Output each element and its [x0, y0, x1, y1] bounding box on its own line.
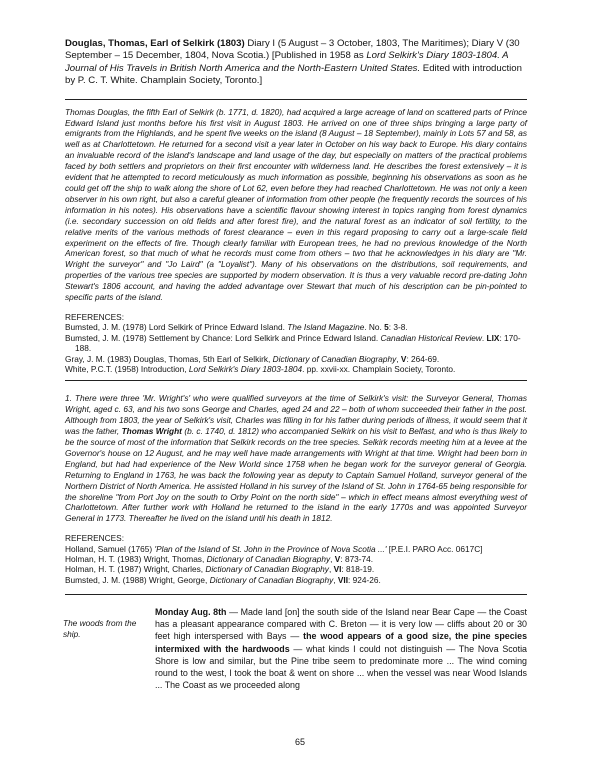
diary-date: Monday Aug. 8th: [155, 607, 227, 618]
entry-heading-text-1: Diary I (5 August – 3 October, 1803, The Maritimes); Diary V (30 September – 15 December, 1804, Nova Scotia.) [Published in 1958 as: [65, 38, 520, 62]
reference-item: Holman, H. T. (1983) Wright, Thomas, Dictionary of Canadian Biography, V: 873-74.: [65, 554, 374, 565]
section-divider: [65, 380, 527, 381]
section-divider: [65, 594, 527, 595]
diary-excerpt: [65, 606, 527, 691]
references-list: [65, 322, 527, 374]
document-page: [65, 38, 527, 700]
reference-item: Bumsted, J. M. (1988) Wright, George, Dictionary of Canadian Biography, VII: 924-26.: [65, 574, 381, 585]
reference-item: Bumsted, J. M. (1978) Lord Selkirk of Prince Edward Island. The Island Magazine. No. 5: 3-8.: [65, 322, 408, 333]
reference-item: Holman, H. T. (1987) Wright, Charles, Dictionary of Canadian Biography, VI: 818-19.: [65, 564, 375, 575]
footnote-paragraph: 1. There were three 'Mr. Wright's' who were qualified surveyors at the time of Selkirk's visit: the Surveyor General, Thomas Wright, aged c. 63, and his two sons George and Charles, aged 24 and 22 – both of whom succeeded their father in the post. Although from 1803, the year of Selkirk's visit, Charles was filling in for his father during periods of illness, it would seem that it was the father, Thomas Wright (b. c. 1740, d. 1812) who accompanied Selkirk on his visit to Belfast, and who is thus likely to be the source of most of the information that Selkirk records on the tree species. Selkirk records meeting him at a levee at the Governor's house on 12 August, and he may well have made arrangements with Wright at that time. Wright had been born in England, but had had experience of the New World since 1758 when he began work for the surveyor general of Georgia. Returning to England in 1763, he was back the following year as deputy to Captain Samuel Holland, surveyor general of the Northern District of North America. He assisted Holland in his survey of the Island of St. John in 1764-65 being responsible for the shoreline "from Port Joy on the south to Orby Point on the north side" – which in effect means almost everything west of Charlottetown. After further work with Holland he returned to the island in the early 1770s and was appointed Surveyor General in 1773. Thereafter he lived on the island until his death in 1812.: [65, 393, 527, 524]
margin-note: The woods from the ship.: [63, 618, 137, 640]
footnote-highlight-name: Thomas Wright: [121, 426, 182, 437]
reference-item: Gray, J. M. (1983) Douglas, Thomas, 5th Earl of Selkirk, Dictionary of Canadian Biography, V: 264-69.: [65, 353, 440, 364]
entry-heading-text-2: Edited with introduction by P. C. T. White. Champlain Society, Toronto.]: [65, 62, 522, 87]
references-heading: REFERENCES:: [65, 533, 125, 544]
entry-publication-title: Lord Selkirk's Diary 1803-1804. A Journal of His Travels in British North America and the North-Eastern United States.: [65, 50, 509, 74]
reference-item: Bumsted, J. M. (1978) Settlement by Chance: Lord Selkirk and Prince Edward Island. Canadian Historical Review. LIX: 170-188.: [65, 332, 521, 354]
entry-author: Douglas, Thomas, Earl of Selkirk (1803): [65, 38, 245, 49]
references-list: [65, 544, 527, 586]
section-divider: [65, 99, 527, 100]
references-heading: REFERENCES:: [65, 311, 125, 322]
reference-item: White, P.C.T. (1958) Introduction, Lord Selkirk's Diary 1803-1804. pp. xxvii-xx. Champlain Society, Toronto.: [65, 363, 456, 374]
reference-item: Holland, Samuel (1765) 'Plan of the Island of St. John in the Province of Nova Scotia ...' [P.E.I. PARO Acc. 0617C]: [65, 543, 483, 554]
diary-text: Monday Aug. 8th — Made land [on] the south side of the Island near Bear Cape — the Coast has a pleasant appearance compared with C. Breton — it is very low — cliffs about 20 or 30 feet high interspersed with Bays — the wood appears of a good size, the pine species intermixed with the hardwoods — what kinds I could not distinguish — The Nova Scotia Shore is low and similar, but the Pine tribe seem to predominate more ... The wind coming round to the west, I took the boat & went on shore ... when the vessel was near Wood Islands ... The Coast as we proceeded along: [155, 607, 527, 690]
page-number: 65: [294, 737, 305, 747]
diary-highlight: the wood appears of a good size, the pine species intermixed with the hardwoods: [155, 631, 527, 654]
entry-heading: [65, 38, 527, 88]
abstract-paragraph: Thomas Douglas, the fifth Earl of Selkirk (b. 1771, d. 1820), had acquired a large acreage of land on scattered parts of Prince Edward Island just months before his first visit in August 1803. He arrived on one of three ships bringing a large party of emigrants from the Highlands, and he spent five weeks on the island (8 August – 18 September), mainly in Lots 57 and 58, as well as at Charlottetown. He returned for a second visit a year later in October on his way back to Europe. His diary contains an invaluable record of the island's landscape and land usage of the day, but especially on matters of the practical problems faced by both settlers and proprietors on their first encounter with wilderness land. He describes the forest extensively – it is evident that he attempted to record meticulously as much information as possible, beginning his observations as soon as he could get off the ship to walk along the shore of Lot 62, even before they had reached Charlottetown. He was not only a keen observer in his own right, but also a careful gleaner of information from other people (he frequently records the sources of his information in his notes). His observations have a scientific flavour showing interest in topics ranging from forest dynamics (i.e. secondary succession on old fields and after forest fire), and the natural forest as an indicator of soil fertility, to the relative merits of the various methods of forest clearance – even in this regard proposing to carry out a large-scale field experiment on the effects of fire. Though clearly familiar with European trees, he had no previous knowledge of the North American forest, so that much of what he records must come from others – two that he acknowledges in his diary are "Mr. Wright the surveyor" and "Jo Laird" (a "Loyalist"). Many of his observations on the distributions, soil requirements, and properties of the various tree species are supported by modern observation. It is thus a very valuable record pre-dating John Stewart's 1806 account, and having the added advantage over Stewart that much of his description can be pin-pointed to specific parts of the island.: [65, 106, 527, 303]
